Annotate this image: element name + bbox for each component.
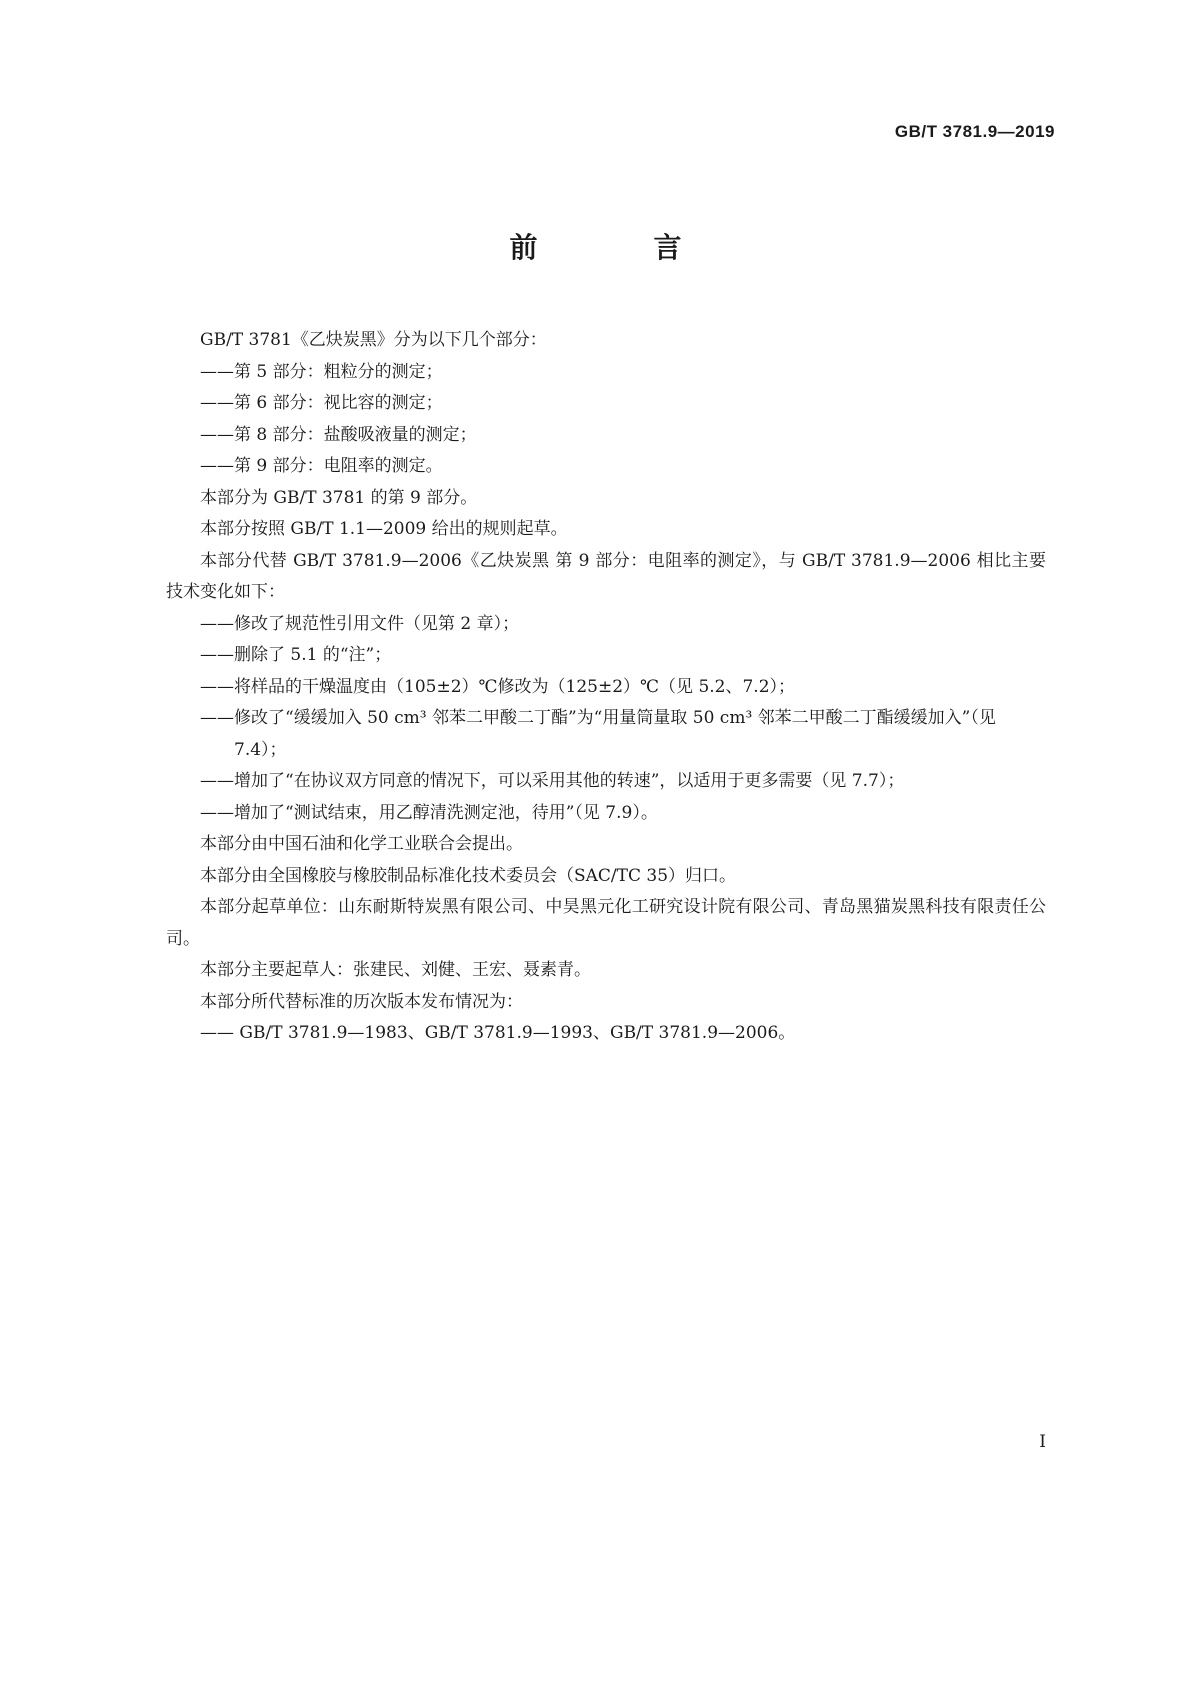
intro-paragraph: GB/T 3781《乙炔炭黑》分为以下几个部分： (200, 330, 547, 350)
page-number: I (1039, 1432, 1046, 1452)
list-item: ——删除了 5.1 的“注”； (200, 645, 392, 665)
paragraph: 本部分主要起草人：张建民、刘健、王宏、聂素青。 (200, 960, 591, 980)
paragraph: 本部分为 GB/T 3781 的第 9 部分。 (200, 487, 478, 508)
paragraph: 本部分所代替标准的历次版本发布情况为： (200, 991, 523, 1012)
paragraph: 本部分由中国石油和化学工业联合会提出。 (200, 834, 523, 854)
paragraph: 本部分起草单位：山东耐斯特炭黑有限公司、中昊黑元化工研究设计院有限公司、青岛黑猫炭黑科技有限责任公司。 (166, 897, 1046, 949)
paragraph: 本部分由全国橡胶与橡胶制品标准化技术委员会（SAC/TC 35）归口。 (200, 865, 737, 886)
list-item: ——修改了“缓缓加入 50 cm³ 邻苯二甲酸二丁酯”为“用量筒量取 50 cm³ 邻苯二甲酸二丁酯缓缓加入”（见 7.4）； (200, 708, 996, 760)
list-item: ——将样品的干燥温度由（105±2）℃修改为（125±2）℃（见 5.2、7.2）； (200, 676, 796, 697)
list-item: ——第 8 部分：盐酸吸液量的测定； (200, 424, 477, 445)
foreword-body (166, 325, 1046, 1050)
list-item: —— GB/T 3781.9—1983、GB/T 3781.9—1993、GB/T 3781.9—2006。 (200, 1023, 796, 1043)
list-item: ——第 5 部分：粗粒分的测定； (200, 361, 443, 382)
list-item: ——第 9 部分：电阻率的测定。 (200, 456, 443, 476)
standard-code: GB/T 3781.9—2019 (894, 122, 1055, 141)
paragraph: 本部分代替 GB/T 3781.9—2006《乙炔炭黑 第 9 部分：电阻率的测定》，与 GB/T 3781.9—2006 相比主要技术变化如下： (166, 550, 1046, 602)
paragraph: 本部分按照 GB/T 1.1—2009 给出的规则起草。 (200, 519, 568, 539)
list-item: ——增加了“在协议双方同意的情况下，可以采用其他的转速”，以适用于更多需要（见 7.7）； (200, 771, 905, 791)
list-item: ——第 6 部分：视比容的测定； (200, 393, 443, 413)
page-title: 前 言 (509, 231, 726, 264)
list-item: ——修改了规范性引用文件（见第 2 章）； (200, 613, 520, 634)
list-item: ——增加了“测试结束，用乙醇清洗测定池，待用”（见 7.9）。 (200, 802, 658, 823)
